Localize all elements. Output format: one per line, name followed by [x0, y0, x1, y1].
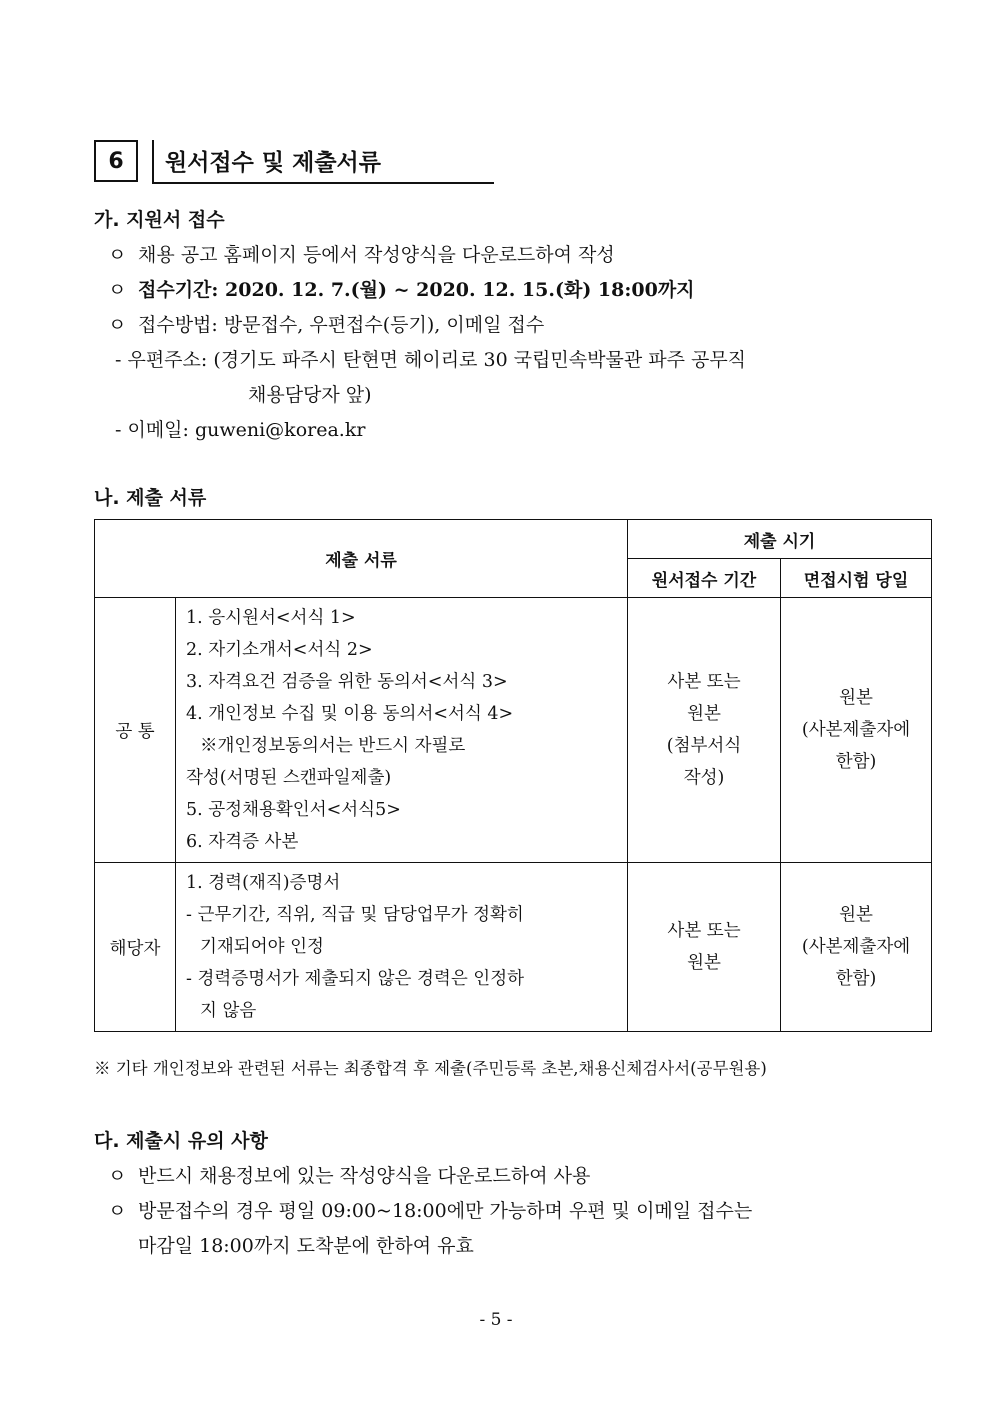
list-item: - 경력증명서가 제출되지 않은 경력은 인정하: [186, 969, 525, 989]
list-item-note: ※개인정보동의서는 반드시 자필로: [200, 736, 466, 756]
section-title: 원서접수 및 제출서류: [165, 150, 381, 176]
list-item: ㅇ 방문접수의 경우 평일 09:00~18:00에만 가능하며 우편 및 이메일 접수는: [108, 1196, 752, 1223]
header-docs: 제출 서류: [95, 520, 628, 598]
bullet: ㅇ: [108, 314, 127, 336]
list-item: 1. 경력(재직)증명서: [186, 873, 341, 893]
heading-documents: 나. 제출 서류: [94, 487, 207, 509]
bullet: ㅇ: [108, 244, 127, 266]
documents-table: [94, 519, 932, 1032]
email-address: - 이메일: guweni@korea.kr: [115, 419, 366, 441]
applicable-interview-cell: 원본 (사본제출자에 한함): [781, 863, 932, 1032]
bullet: ㅇ: [108, 1200, 127, 1222]
postal-address-cont: 채용담당자 앞): [248, 384, 372, 406]
postal-address: - 우편주소: (경기도 파주시 탄현면 헤이리로 30 국립민속박물관 파주 공무직: [115, 349, 747, 371]
list-item-note: 작성(서명된 스캔파일제출): [186, 768, 392, 788]
list-item: ㅇ 반드시 채용정보에 있는 작성양식을 다운로드하여 사용: [108, 1161, 590, 1188]
list-item: 2. 자기소개서<서식 2>: [186, 640, 373, 660]
section-number: 6: [108, 148, 124, 174]
list-item: 3. 자격요건 검증을 위한 동의서<서식 3>: [186, 672, 508, 692]
common-period-cell: 사본 또는 원본 (첨부서식 작성): [628, 598, 781, 863]
bullet: ㅇ: [108, 1165, 127, 1187]
list-item: ㅇ 채용 공고 홈페이지 등에서 작성양식을 다운로드하여 작성: [108, 240, 615, 267]
list-item: 5. 공정채용확인서<서식5>: [186, 800, 401, 820]
list-item-period: ㅇ 접수기간: 2020. 12. 7.(월) ~ 2020. 12. 15.(화) 18:00까지: [108, 275, 695, 302]
list-item-cont: 마감일 18:00까지 도착분에 한하여 유효: [138, 1235, 474, 1257]
list-item-cont: 기재되어야 인정: [200, 937, 324, 957]
section-number-box: [94, 140, 138, 182]
table-row: [95, 863, 932, 1032]
heading-application: 가. 지원서 접수: [94, 209, 225, 231]
list-item: 1. 응시원서<서식 1>: [186, 608, 356, 628]
applicable-docs-list: [176, 863, 628, 1032]
documents-note: ※ 기타 개인정보와 관련된 서류는 최종합격 후 제출(주민등록 초본,채용신체검사서(공무원용): [94, 1059, 767, 1078]
common-docs-list: [176, 598, 628, 863]
bullet: ㅇ: [108, 279, 127, 301]
list-item: 4. 개인정보 수집 및 이용 동의서<서식 4>: [186, 704, 514, 724]
list-item: 6. 자격증 사본: [186, 832, 299, 852]
applicable-period-cell: 사본 또는 원본: [628, 863, 781, 1032]
header-timing: 제출 시기: [628, 520, 932, 559]
row-label-common: 공 통: [95, 598, 176, 863]
list-item-cont: 지 않음: [200, 1001, 257, 1021]
header-period: 원서접수 기간: [628, 559, 781, 598]
list-item: ㅇ 접수방법: 방문접수, 우편접수(등기), 이메일 접수: [108, 310, 544, 337]
row-label-applicable: 해당자: [95, 863, 176, 1032]
table-row: [95, 598, 932, 863]
heading-precautions: 다. 제출시 유의 사항: [94, 1130, 268, 1152]
list-item: - 근무기간, 직위, 직급 및 담당업무가 정확히: [186, 905, 524, 925]
common-interview-cell: 원본 (사본제출자에 한함): [781, 598, 932, 863]
header-interview: 면접시험 당일: [781, 559, 932, 598]
page-number: - 5 -: [479, 1310, 513, 1330]
